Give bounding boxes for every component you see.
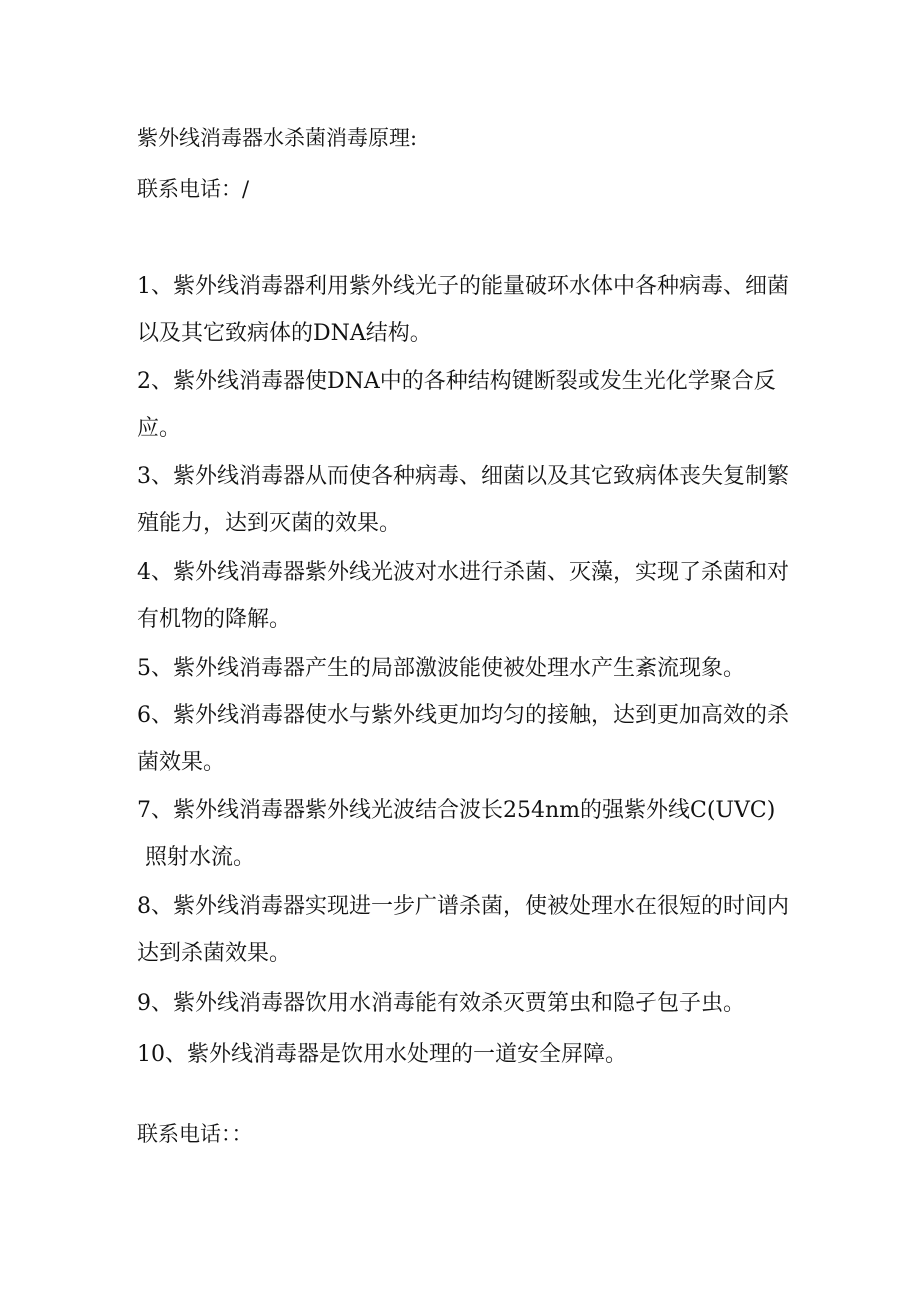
list-item bbox=[137, 358, 787, 452]
list-item bbox=[137, 883, 787, 977]
list-item-line: 有机物的降解。 bbox=[137, 607, 292, 632]
list-item bbox=[137, 787, 787, 881]
list-item-line: 8、紫外线消毒器实现进一步广谱杀菌，使被处理水在很短的时间内 bbox=[137, 894, 789, 919]
list-item bbox=[137, 453, 787, 547]
list-item bbox=[137, 1031, 787, 1078]
list-item-line: 照射水流。 bbox=[145, 845, 256, 870]
contact-phone-top: 联系电话：/ bbox=[137, 177, 250, 201]
list-item bbox=[137, 263, 787, 357]
list-item-line: 2、紫外线消毒器使DNA中的各种结构键断裂或发生光化学聚合反 bbox=[137, 369, 776, 394]
list-item-line: 3、紫外线消毒器从而使各种病毒、细菌以及其它致病体丧失复制繁 bbox=[137, 464, 789, 489]
list-item-line: 达到杀菌效果。 bbox=[137, 941, 292, 966]
list-item bbox=[137, 692, 787, 786]
list-item bbox=[137, 549, 787, 643]
list-item-line: 10、紫外线消毒器是饮用水处理的一道安全屏障。 bbox=[137, 1042, 627, 1067]
list-item-line: 菌效果。 bbox=[137, 750, 226, 775]
list-item bbox=[137, 980, 787, 1027]
list-item-line: 应。 bbox=[137, 416, 182, 441]
list-item-line: 殖能力，达到灭菌的效果。 bbox=[137, 511, 402, 536]
list-item-line: 6、紫外线消毒器使水与紫外线更加均匀的接触，达到更加高效的杀 bbox=[137, 703, 789, 728]
list-item-line: 以及其它致病体的DNA结构。 bbox=[137, 321, 432, 346]
list-item-line: 4、紫外线消毒器紫外线光波对水进行杀菌、灭藻，实现了杀菌和对 bbox=[137, 560, 789, 585]
list-item-line: 9、紫外线消毒器饮用水消毒能有效杀灭贾第虫和隐孑包子虫。 bbox=[137, 991, 745, 1016]
list-item-line: 5、紫外线消毒器产生的局部激波能使被处理水产生紊流现象。 bbox=[137, 656, 745, 681]
list-item-line: 1、紫外线消毒器利用紫外线光子的能量破环水体中各种病毒、细菌 bbox=[137, 274, 789, 299]
contact-phone-bottom: 联系电话：： bbox=[137, 1122, 253, 1146]
document-heading: 紫外线消毒器水杀菌消毒原理: bbox=[137, 126, 418, 150]
list-item bbox=[137, 645, 787, 692]
list-item-line: 7、紫外线消毒器紫外线光波结合波长254nm的强紫外线C(UVC) bbox=[137, 798, 776, 823]
